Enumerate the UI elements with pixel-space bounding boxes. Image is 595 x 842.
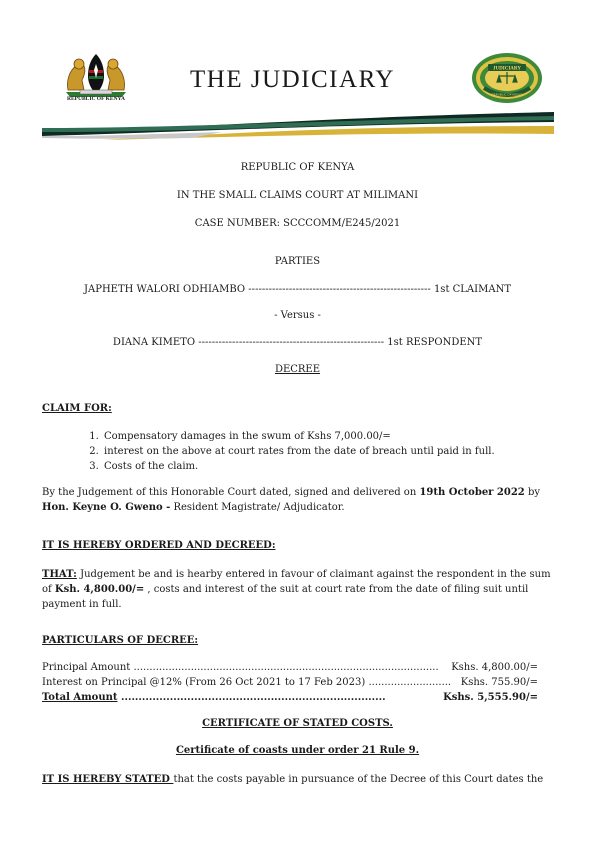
certificate-paragraph <box>42 772 552 787</box>
order-text: of <box>42 584 55 595</box>
total-dots: ............................................................................ <box>117 692 386 703</box>
judgement-text: by <box>524 487 540 498</box>
judgement-text: By the Judgement of this Honorable Court dated, signed and delivered on <box>42 487 420 498</box>
list-item: 3. Costs of the claim. <box>102 459 495 474</box>
total-row <box>42 692 538 703</box>
court-heading: IN THE SMALL CLAIMS COURT AT MILIMANI <box>176 190 419 201</box>
judiciary-seal-logo <box>470 52 544 104</box>
page-header-title: THE JUDICIARY <box>190 66 395 93</box>
document-title: DECREE <box>274 364 321 375</box>
coat-of-arms-caption: REPUBLIC OF KENYA <box>67 96 125 102</box>
list-item: 1. Compensatory damages in the swum of Kshs 7,000.00/= <box>102 429 495 444</box>
judge-title: Resident Magistrate/ Adjudicator. <box>170 502 345 513</box>
claim-list <box>72 429 495 474</box>
particulars-value: Kshs. 755.90/= <box>460 677 538 688</box>
republic-heading: REPUBLIC OF KENYA <box>240 162 355 173</box>
claim-heading: CLAIM FOR: <box>42 403 112 414</box>
particulars-value: Kshs. 4,800.00/= <box>451 662 538 673</box>
certificate-text: that the costs payable in pursuance of the Decree of this Court dates the <box>173 774 544 785</box>
particulars-label: Interest on Principal @12% (From 26 Oct 2021 to 17 Feb 2023) .......................... <box>42 677 452 688</box>
particulars-row <box>42 662 538 673</box>
parties-heading: PARTIES <box>274 256 321 267</box>
order-text: payment in full. <box>42 599 122 610</box>
order-paragraph <box>42 567 552 612</box>
particulars-label: Principal Amount ................................................................................................ <box>42 662 439 673</box>
seal-top-text: JUDICIARY <box>493 66 521 72</box>
order-text: Judgement be and is hearby entered in favour of claimant against the respondent in the sum <box>76 569 551 580</box>
claimant-line: JAPHETH WALORI ODHIAMBO ------------------------------------------------------ 1st CLAIMANT <box>84 284 511 295</box>
total-value: Kshs. 5,555.90/= <box>443 692 538 703</box>
judgement-date: 19th October 2022 <box>419 487 525 498</box>
certificate-subtitle: Certificate of coasts under order 21 Rule 9. <box>175 745 420 756</box>
particulars-row <box>42 677 538 688</box>
respondent-line: DIANA KIMETO ------------------------------------------------------- 1st RESPONDENT <box>112 337 483 348</box>
judgement-paragraph <box>42 485 552 515</box>
certificate-title: CERTIFICATE OF STATED COSTS. <box>202 718 393 729</box>
judge-name: Hon. Keyne O. Gweno - <box>42 502 171 513</box>
seal-bottom-text: REPUBLIC OF KENYA <box>491 92 523 97</box>
order-heading: IT IS HEREBY ORDERED AND DECREED: <box>42 540 276 551</box>
total-label: Total Amount <box>42 692 118 703</box>
that-label: THAT: <box>42 569 77 580</box>
coat-of-arms-logo <box>62 50 130 98</box>
order-text: , costs and interest of the suit at court rate from the date of filing suit until <box>144 584 529 595</box>
header-swoosh-banner <box>42 110 554 140</box>
list-item: 2. interest on the above at court rates from the date of breach until paid in full. <box>102 444 495 459</box>
particulars-heading: PARTICULARS OF DECREE: <box>42 635 199 646</box>
versus-line: - Versus - <box>274 310 321 321</box>
case-number: CASE NUMBER: SCCCOMM/E245/2021 <box>194 218 401 229</box>
certificate-lead: IT IS HEREBY STATED <box>42 774 174 785</box>
order-amount: Ksh. 4,800.00/= <box>54 584 145 595</box>
